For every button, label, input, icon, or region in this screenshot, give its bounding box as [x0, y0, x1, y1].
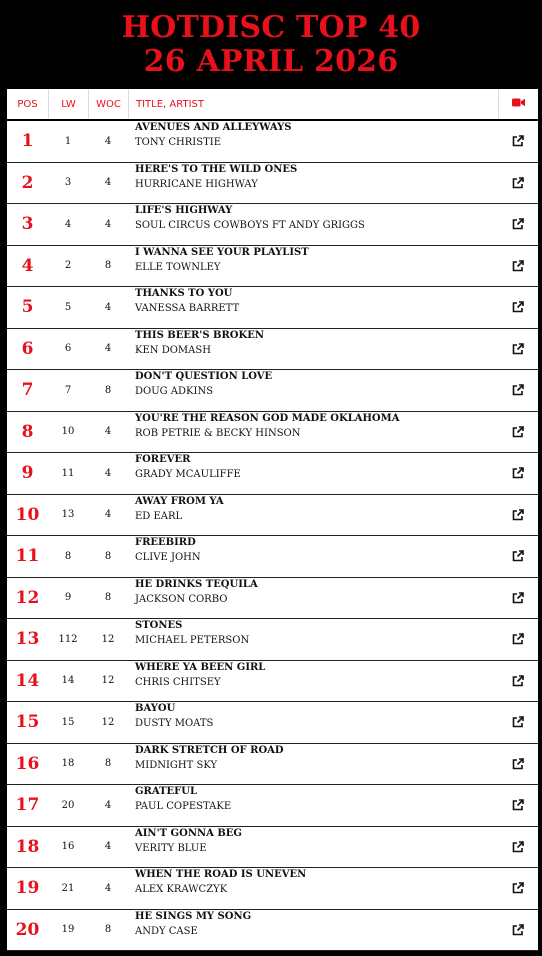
- external-link-icon: [512, 592, 524, 604]
- external-link-icon: [512, 841, 524, 853]
- row-weeks-on-chart: 4: [104, 841, 112, 853]
- row-position: 10: [15, 504, 40, 525]
- external-link-button[interactable]: [498, 121, 538, 162]
- row-position: 1: [21, 131, 34, 152]
- row-last-week: 5: [64, 301, 72, 313]
- row-weeks-on-chart: 8: [104, 260, 112, 272]
- song-title: HERE'S TO THE WILD ONES: [135, 163, 298, 175]
- row-position: 11: [15, 546, 40, 567]
- song-artist: VANESSA BARRETT: [135, 303, 240, 314]
- external-link-button[interactable]: [498, 453, 538, 494]
- song-artist: DOUG ADKINS: [135, 386, 214, 397]
- row-position: 18: [15, 836, 40, 857]
- row-last-week: 21: [61, 882, 75, 894]
- row-position: 7: [21, 380, 34, 401]
- song-title: WHERE YA BEEN GIRL: [135, 661, 266, 673]
- row-title-artist: [128, 744, 498, 785]
- row-title-artist: [128, 578, 498, 619]
- row-weeks-on-chart: 12: [101, 675, 115, 687]
- video-camera-icon: [512, 98, 525, 110]
- table-row-13: [7, 619, 538, 661]
- external-link-icon: [512, 799, 524, 811]
- row-position: 17: [15, 795, 40, 816]
- external-link-button[interactable]: [498, 163, 538, 204]
- external-link-button[interactable]: [498, 329, 538, 370]
- row-title-artist: [128, 246, 498, 287]
- song-artist: VERITY BLUE: [135, 842, 207, 854]
- external-link-button[interactable]: [498, 578, 538, 619]
- row-last-week: 19: [61, 924, 75, 936]
- row-weeks-on-chart: 4: [104, 301, 112, 313]
- external-link-icon: [512, 716, 524, 728]
- song-title: DARK STRETCH OF ROAD: [135, 744, 284, 756]
- chart-table: [7, 89, 538, 951]
- song-artist: CHRIS CHITSEY: [135, 676, 221, 688]
- row-title-artist: [128, 329, 498, 370]
- table-row-10: [7, 495, 538, 537]
- song-title: FOREVER: [135, 454, 191, 465]
- external-link-button[interactable]: [498, 785, 538, 826]
- table-row-4: [7, 246, 538, 288]
- external-link-icon: [512, 509, 524, 521]
- external-link-icon: [512, 177, 524, 189]
- external-link-icon: [512, 758, 524, 770]
- song-artist: SOUL CIRCUS COWBOYS FT ANDY GRIGGS: [135, 220, 365, 231]
- row-position: 6: [21, 338, 34, 359]
- song-title: THIS BEER'S BROKEN: [135, 329, 264, 341]
- row-last-week: 10: [61, 426, 75, 438]
- external-link-button[interactable]: [498, 702, 538, 743]
- row-weeks-on-chart: 4: [104, 426, 112, 438]
- external-link-button[interactable]: [498, 910, 538, 951]
- table-row-5: [7, 287, 538, 329]
- song-title: GRATEFUL: [135, 786, 197, 797]
- row-weeks-on-chart: 12: [101, 716, 115, 728]
- external-link-button[interactable]: [498, 619, 538, 660]
- row-last-week: 14: [61, 675, 75, 687]
- row-weeks-on-chart: 4: [104, 509, 112, 521]
- table-row-2: [7, 163, 538, 205]
- row-last-week: 13: [61, 509, 75, 521]
- row-weeks-on-chart: 4: [104, 135, 112, 147]
- song-title: HE SINGS MY SONG: [135, 910, 252, 922]
- page-title: HOTDISC TOP 40: [121, 10, 421, 45]
- row-title-artist: [128, 204, 498, 245]
- song-title: AIN'T GONNA BEG: [135, 827, 242, 839]
- row-title-artist: [128, 163, 498, 204]
- table-row-19: [7, 868, 538, 910]
- song-artist: KEN DOMASH: [135, 344, 211, 356]
- song-artist: ROB PETRIE & BECKY HINSON: [135, 427, 301, 439]
- external-link-button[interactable]: [498, 412, 538, 453]
- external-link-icon: [512, 218, 524, 230]
- table-row-12: [7, 578, 538, 620]
- table-row-11: [7, 536, 538, 578]
- chart-date: 26 APRIL 2026: [143, 44, 399, 79]
- external-link-icon: [512, 675, 524, 687]
- row-weeks-on-chart: 4: [104, 343, 112, 355]
- external-link-icon: [512, 426, 524, 438]
- row-position: 9: [21, 463, 34, 484]
- row-position: 13: [15, 629, 40, 650]
- row-position: 16: [15, 753, 40, 774]
- external-link-icon: [512, 633, 524, 645]
- row-last-week: 6: [64, 343, 72, 355]
- external-link-button[interactable]: [498, 536, 538, 577]
- row-weeks-on-chart: 4: [104, 882, 112, 894]
- song-artist: DUSTY MOATS: [135, 718, 214, 729]
- song-title: AWAY FROM YA: [135, 495, 224, 507]
- song-title: I WANNA SEE YOUR PLAYLIST: [135, 246, 309, 258]
- row-title-artist: [128, 785, 498, 826]
- external-link-icon: [512, 467, 524, 479]
- table-row-7: [7, 370, 538, 412]
- external-link-icon: [512, 924, 524, 936]
- row-last-week: 15: [61, 716, 75, 728]
- song-artist: MICHAEL PETERSON: [135, 635, 250, 646]
- table-header: [7, 89, 538, 121]
- external-link-icon: [512, 135, 524, 147]
- row-position: 3: [21, 214, 34, 235]
- row-position: 14: [15, 670, 40, 691]
- table-row-14: [7, 661, 538, 703]
- external-link-icon: [512, 343, 524, 355]
- row-last-week: 11: [61, 467, 75, 479]
- row-weeks-on-chart: 8: [104, 758, 112, 770]
- song-artist: ELLE TOWNLEY: [135, 261, 221, 273]
- row-title-artist: [128, 702, 498, 743]
- column-header-pos[interactable]: POS: [17, 98, 38, 110]
- song-title: HE DRINKS TEQUILA: [135, 578, 258, 590]
- row-position: 19: [15, 878, 40, 899]
- column-header-lw[interactable]: LW: [48, 89, 88, 119]
- column-header-video[interactable]: [498, 89, 538, 119]
- row-weeks-on-chart: 4: [104, 467, 112, 479]
- song-artist: ED EARL: [135, 510, 183, 522]
- external-link-button[interactable]: [498, 744, 538, 785]
- chart-header: [0, 0, 542, 79]
- column-header-title-artist[interactable]: TITLE, ARTIST: [128, 89, 498, 119]
- external-link-icon: [512, 882, 524, 894]
- song-title: YOU'RE THE REASON GOD MADE OKLAHOMA: [135, 412, 400, 424]
- row-position: 12: [15, 587, 40, 608]
- row-weeks-on-chart: 8: [104, 384, 112, 396]
- column-header-woc[interactable]: WOC: [88, 89, 128, 119]
- song-artist: JACKSON CORBO: [135, 593, 228, 605]
- row-last-week: 3: [64, 177, 72, 189]
- table-row-15: [7, 702, 538, 744]
- row-weeks-on-chart: 4: [104, 799, 112, 811]
- row-title-artist: [128, 619, 498, 660]
- row-last-week: 8: [64, 550, 72, 562]
- external-link-button[interactable]: [498, 661, 538, 702]
- row-position: 15: [15, 712, 40, 733]
- row-last-week: 1: [64, 135, 72, 147]
- external-link-button[interactable]: [498, 204, 538, 245]
- song-artist: CLIVE JOHN: [135, 552, 201, 563]
- row-weeks-on-chart: 8: [104, 924, 112, 936]
- table-body: [7, 121, 538, 951]
- table-row-16: [7, 744, 538, 786]
- row-title-artist: [128, 453, 498, 494]
- external-link-icon: [512, 550, 524, 562]
- row-weeks-on-chart: 4: [104, 218, 112, 230]
- row-last-week: 2: [64, 260, 72, 272]
- row-title-artist: [128, 536, 498, 577]
- row-position: 8: [21, 421, 34, 442]
- row-title-artist: [128, 827, 498, 868]
- external-link-button[interactable]: [498, 868, 538, 909]
- external-link-icon: [512, 384, 524, 396]
- row-title-artist: [128, 121, 498, 162]
- row-title-artist: [128, 412, 498, 453]
- row-last-week: 4: [64, 218, 72, 230]
- external-link-button[interactable]: [498, 287, 538, 328]
- table-row-1: [7, 121, 538, 163]
- song-title: FREEBIRD: [135, 537, 196, 548]
- table-row-6: [7, 329, 538, 371]
- table-row-20: [7, 910, 538, 952]
- row-last-week: 9: [64, 592, 72, 604]
- song-title: WHEN THE ROAD IS UNEVEN: [135, 869, 307, 880]
- song-title: THANKS TO YOU: [135, 288, 233, 299]
- song-title: AVENUES AND ALLEYWAYS: [135, 122, 292, 133]
- external-link-button[interactable]: [498, 495, 538, 536]
- song-artist: ALEX KRAWCZYK: [135, 884, 228, 895]
- row-title-artist: [128, 370, 498, 411]
- row-last-week: 18: [61, 758, 75, 770]
- song-title: STONES: [135, 620, 183, 631]
- song-artist: GRADY MCAULIFFE: [135, 469, 241, 480]
- row-weeks-on-chart: 12: [101, 633, 115, 645]
- song-title: DON'T QUESTION LOVE: [135, 371, 273, 382]
- table-row-3: [7, 204, 538, 246]
- row-last-week: 20: [61, 799, 75, 811]
- row-weeks-on-chart: 4: [104, 177, 112, 189]
- row-title-artist: [128, 868, 498, 909]
- row-position: 2: [21, 172, 34, 193]
- table-row-9: [7, 453, 538, 495]
- song-title: BAYOU: [135, 703, 176, 714]
- row-last-week: 7: [64, 384, 72, 396]
- row-last-week: 16: [61, 841, 75, 853]
- row-weeks-on-chart: 8: [104, 550, 112, 562]
- song-title: LIFE'S HIGHWAY: [135, 205, 233, 216]
- song-artist: ANDY CASE: [135, 925, 198, 937]
- row-title-artist: [128, 661, 498, 702]
- external-link-button[interactable]: [498, 370, 538, 411]
- row-position: 5: [21, 297, 34, 318]
- row-last-week: 112: [58, 633, 78, 645]
- row-position: 4: [21, 255, 34, 276]
- external-link-button[interactable]: [498, 246, 538, 287]
- song-artist: HURRICANE HIGHWAY: [135, 178, 258, 190]
- song-artist: TONY CHRISTIE: [135, 137, 222, 148]
- table-row-18: [7, 827, 538, 869]
- row-position: 20: [15, 919, 40, 940]
- external-link-icon: [512, 260, 524, 272]
- external-link-button[interactable]: [498, 827, 538, 868]
- row-title-artist: [128, 287, 498, 328]
- external-link-icon: [512, 301, 524, 313]
- song-artist: PAUL COPESTAKE: [135, 801, 232, 812]
- row-weeks-on-chart: 8: [104, 592, 112, 604]
- row-title-artist: [128, 910, 498, 951]
- song-artist: MIDNIGHT SKY: [135, 759, 218, 771]
- table-row-8: [7, 412, 538, 454]
- row-title-artist: [128, 495, 498, 536]
- table-row-17: [7, 785, 538, 827]
